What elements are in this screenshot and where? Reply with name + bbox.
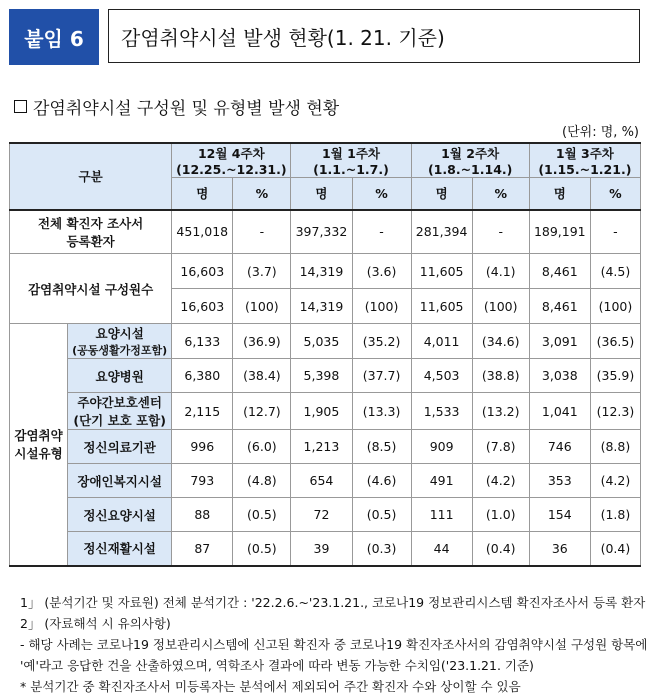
attachment-badge: 붙임 6 bbox=[9, 9, 99, 65]
table-cell: 16,603 bbox=[172, 289, 233, 324]
table-cell: (4.1) bbox=[472, 254, 529, 289]
table-cell: - bbox=[472, 210, 529, 254]
types-label bbox=[10, 324, 68, 566]
table-cell: (6.0) bbox=[233, 430, 291, 464]
period-week: 1월 3주차 bbox=[555, 146, 614, 161]
table-cell: 16,603 bbox=[172, 254, 233, 289]
table-cell: 111 bbox=[411, 498, 472, 532]
table-cell: - bbox=[590, 210, 640, 254]
table-row-type bbox=[10, 324, 641, 359]
table-row-type bbox=[10, 498, 641, 532]
table-cell: 36 bbox=[529, 532, 590, 566]
table-cell: (100) bbox=[590, 289, 640, 324]
type-sub: (공동생활가정포함) bbox=[72, 344, 168, 357]
types-label-line2: 시설유형 bbox=[14, 446, 63, 462]
period-range: (12.25.~12.31.) bbox=[176, 162, 287, 177]
infection-facility-table bbox=[9, 142, 641, 567]
period-week: 12월 4주차 bbox=[197, 146, 265, 161]
table-cell: 72 bbox=[291, 498, 352, 532]
table-cell: (13.3) bbox=[352, 393, 411, 430]
table-cell: 88 bbox=[172, 498, 233, 532]
table-cell: 353 bbox=[529, 464, 590, 498]
table-cell: 5,035 bbox=[291, 324, 352, 359]
type-label bbox=[68, 393, 172, 430]
period-header bbox=[172, 143, 291, 178]
table-cell: (8.8) bbox=[590, 430, 640, 464]
table-cell: (4.5) bbox=[590, 254, 640, 289]
table-cell: (35.9) bbox=[590, 359, 640, 393]
table-cell: (4.8) bbox=[233, 464, 291, 498]
table-cell: 909 bbox=[411, 430, 472, 464]
footnote: 1」 (분석기간 및 자료원) 전체 분석기간 : '22.2.6.~'23.1.21., 코로나19 정보관리시스템 확진자조사서 등록 환자 bbox=[20, 595, 646, 610]
table-row-type bbox=[10, 359, 641, 393]
footnote: 2」 (자료해석 시 유의사항) bbox=[20, 616, 171, 631]
table-cell: (100) bbox=[472, 289, 529, 324]
table-cell: 8,461 bbox=[529, 254, 590, 289]
table-cell: (0.5) bbox=[352, 498, 411, 532]
table-cell: 189,191 bbox=[529, 210, 590, 254]
table-cell: (8.5) bbox=[352, 430, 411, 464]
table-cell: 8,461 bbox=[529, 289, 590, 324]
table-cell: 397,332 bbox=[291, 210, 352, 254]
footnote: * 분석기간 중 확진자조사서 미등록자는 분석에서 제외되어 주간 확진자 수와 상이할 수 있음 bbox=[20, 679, 521, 694]
table-cell: 3,091 bbox=[529, 324, 590, 359]
table-cell: (36.9) bbox=[233, 324, 291, 359]
type-name: 주야간보호센터 bbox=[77, 395, 162, 410]
col-count-header: 명 bbox=[529, 178, 590, 210]
table-corner: 구분 bbox=[10, 143, 172, 210]
col-count-header: 명 bbox=[291, 178, 352, 210]
table-cell: 87 bbox=[172, 532, 233, 566]
table-cell: 4,503 bbox=[411, 359, 472, 393]
table-cell: (3.6) bbox=[352, 254, 411, 289]
section-subtitle-text: 감염취약시설 구성원 및 유형별 발생 현황 bbox=[33, 99, 340, 119]
col-count-header: 명 bbox=[172, 178, 233, 210]
total-label-line2: 등록환자 bbox=[66, 233, 115, 249]
type-label: 정신의료기관 bbox=[68, 430, 172, 464]
table-cell: (4.6) bbox=[352, 464, 411, 498]
footnote: - 해당 사례는 코로나19 정보관리시스템에 신고된 확진자 중 코로나19 확진자조사서의 감염취약시설 구성원 항목에 bbox=[20, 637, 648, 652]
period-week: 1월 2주차 bbox=[441, 146, 500, 161]
table-cell: (0.4) bbox=[472, 532, 529, 566]
table-cell: (4.2) bbox=[590, 464, 640, 498]
table-cell: 996 bbox=[172, 430, 233, 464]
table-cell: 746 bbox=[529, 430, 590, 464]
table-cell: 654 bbox=[291, 464, 352, 498]
table-cell: (3.7) bbox=[233, 254, 291, 289]
table-cell: 4,011 bbox=[411, 324, 472, 359]
table-cell: (100) bbox=[233, 289, 291, 324]
type-name: 요양시설 bbox=[95, 326, 144, 341]
table-cell: (1.8) bbox=[590, 498, 640, 532]
table-cell: (38.8) bbox=[472, 359, 529, 393]
table-cell: - bbox=[233, 210, 291, 254]
table-cell: (12.7) bbox=[233, 393, 291, 430]
table-cell: (37.7) bbox=[352, 359, 411, 393]
period-range: (1.15.~1.21.) bbox=[538, 162, 632, 177]
col-pct-header: % bbox=[590, 178, 640, 210]
type-label: 장애인복지시설 bbox=[68, 464, 172, 498]
page-title: 감염취약시설 발생 현황(1. 21. 기준) bbox=[108, 9, 640, 63]
table-cell: 491 bbox=[411, 464, 472, 498]
table-cell: (0.5) bbox=[233, 498, 291, 532]
types-label-line1: 감염취약 bbox=[14, 428, 63, 444]
type-sub: (단기 보호 포함) bbox=[73, 413, 166, 428]
table-row-members-share bbox=[10, 254, 641, 289]
table-cell: 44 bbox=[411, 532, 472, 566]
period-range: (1.1.~1.7.) bbox=[313, 162, 389, 177]
table-row-type bbox=[10, 532, 641, 566]
table-cell: 1,041 bbox=[529, 393, 590, 430]
col-pct-header: % bbox=[352, 178, 411, 210]
table-cell: 3,038 bbox=[529, 359, 590, 393]
table-cell: 281,394 bbox=[411, 210, 472, 254]
table-cell: (4.2) bbox=[472, 464, 529, 498]
col-pct-header: % bbox=[472, 178, 529, 210]
period-range: (1.8.~1.14.) bbox=[427, 162, 513, 177]
header bbox=[9, 9, 642, 65]
table-cell: 793 bbox=[172, 464, 233, 498]
period-header bbox=[529, 143, 640, 178]
table-cell: 39 bbox=[291, 532, 352, 566]
table-cell: (0.3) bbox=[352, 532, 411, 566]
section-subtitle bbox=[14, 94, 339, 119]
table-header-row-periods bbox=[10, 143, 641, 178]
type-label: 정신요양시설 bbox=[68, 498, 172, 532]
table-cell: 6,133 bbox=[172, 324, 233, 359]
col-count-header: 명 bbox=[411, 178, 472, 210]
table-cell: (13.2) bbox=[472, 393, 529, 430]
table-row-type bbox=[10, 393, 641, 430]
table-cell: (7.8) bbox=[472, 430, 529, 464]
footnote: '예'라고 응답한 건을 산출하였으며, 역학조사 결과에 따라 변동 가능한 수치임('23.1.21. 기준) bbox=[20, 658, 534, 673]
table-cell: 1,213 bbox=[291, 430, 352, 464]
table-cell: - bbox=[352, 210, 411, 254]
checkbox-icon bbox=[14, 100, 27, 113]
table-cell: 14,319 bbox=[291, 289, 352, 324]
table-cell: 1,905 bbox=[291, 393, 352, 430]
table-row-type bbox=[10, 464, 641, 498]
type-label: 요양병원 bbox=[68, 359, 172, 393]
col-pct-header: % bbox=[233, 178, 291, 210]
table-cell: (12.3) bbox=[590, 393, 640, 430]
table-cell: 2,115 bbox=[172, 393, 233, 430]
table-cell: 451,018 bbox=[172, 210, 233, 254]
table-cell: (0.5) bbox=[233, 532, 291, 566]
members-label: 감염취약시설 구성원수 bbox=[10, 254, 172, 324]
table-cell: 6,380 bbox=[172, 359, 233, 393]
type-label bbox=[68, 324, 172, 359]
table-cell: (1.0) bbox=[472, 498, 529, 532]
period-header bbox=[411, 143, 529, 178]
table-cell: (34.6) bbox=[472, 324, 529, 359]
period-week: 1월 1주차 bbox=[322, 146, 380, 161]
total-label-line1: 전체 확진자 조사서 bbox=[37, 215, 144, 231]
unit-label: (단위: 명, %) bbox=[562, 125, 639, 140]
table-cell: 1,533 bbox=[411, 393, 472, 430]
table-cell: (100) bbox=[352, 289, 411, 324]
table-cell: 14,319 bbox=[291, 254, 352, 289]
total-label bbox=[10, 210, 172, 254]
table-row-total bbox=[10, 210, 641, 254]
table-cell: (38.4) bbox=[233, 359, 291, 393]
table-cell: 5,398 bbox=[291, 359, 352, 393]
table-cell: 154 bbox=[529, 498, 590, 532]
table-cell: (36.5) bbox=[590, 324, 640, 359]
table-cell: (0.4) bbox=[590, 532, 640, 566]
footnotes bbox=[20, 592, 648, 697]
table-cell: (35.2) bbox=[352, 324, 411, 359]
table-row-type bbox=[10, 430, 641, 464]
table-cell: 11,605 bbox=[411, 289, 472, 324]
type-label: 정신재활시설 bbox=[68, 532, 172, 566]
table-cell: 11,605 bbox=[411, 254, 472, 289]
period-header bbox=[291, 143, 411, 178]
